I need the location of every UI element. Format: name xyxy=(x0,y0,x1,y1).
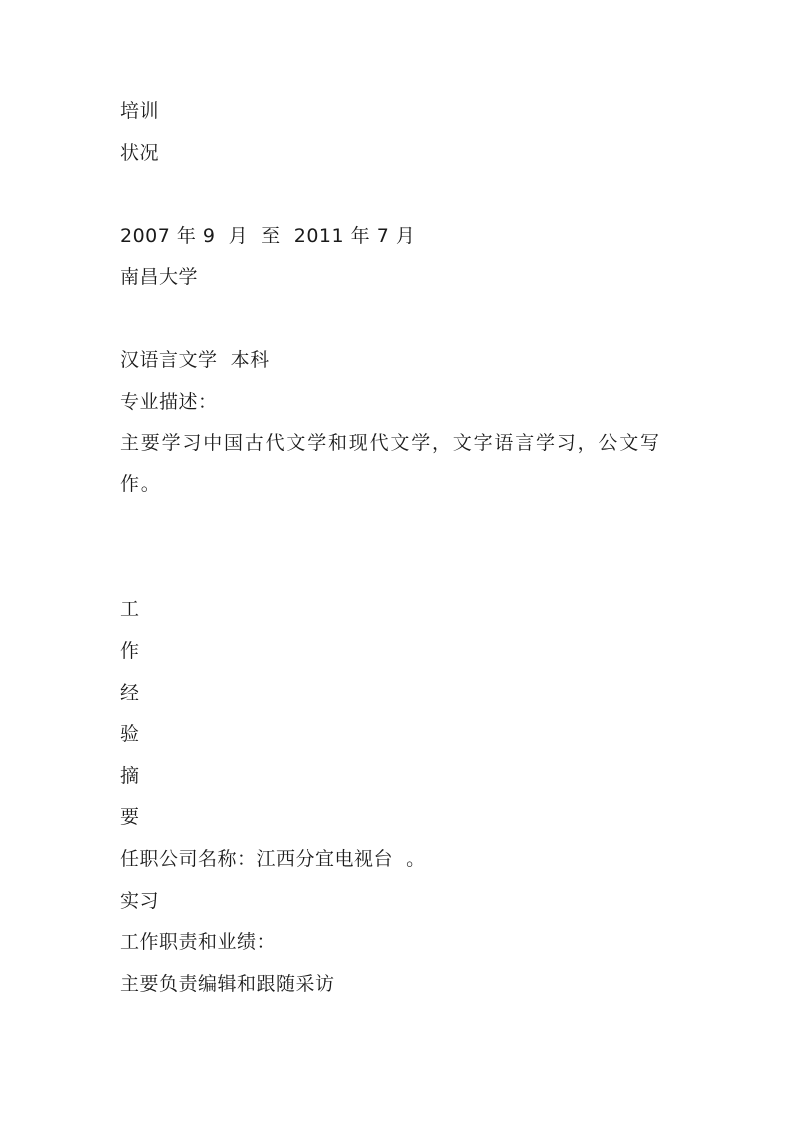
work-section-char-1: 工 xyxy=(120,598,140,620)
major-description-text: 主要学习中国古代文学和现代文学，文字语言学习，公文写作。 xyxy=(120,432,661,495)
duties-text: 主要负责编辑和跟随采访 xyxy=(120,973,335,995)
school-name: 南昌大学 xyxy=(120,266,199,288)
duties-label: 工作职责和业绩： xyxy=(120,931,277,953)
work-section-char-2: 作 xyxy=(120,640,140,662)
education-section-title-line1: 培训 xyxy=(120,100,160,122)
work-section-char-3: 经 xyxy=(120,682,140,704)
major-description-label: 专业描述： xyxy=(120,391,218,413)
work-section-char-6: 要 xyxy=(120,806,140,828)
education-period: 2007 年 9 月 至 2011 年 7 月 xyxy=(120,225,416,247)
company-name-line: 任职公司名称：江西分宜电视台 。 xyxy=(120,848,426,870)
position-title: 实习 xyxy=(120,890,160,912)
education-section-title-line2: 状况 xyxy=(120,142,160,164)
work-section-char-5: 摘 xyxy=(120,765,140,787)
work-section-char-4: 验 xyxy=(120,723,140,745)
major-degree: 汉语言文学 本科 xyxy=(120,349,270,371)
